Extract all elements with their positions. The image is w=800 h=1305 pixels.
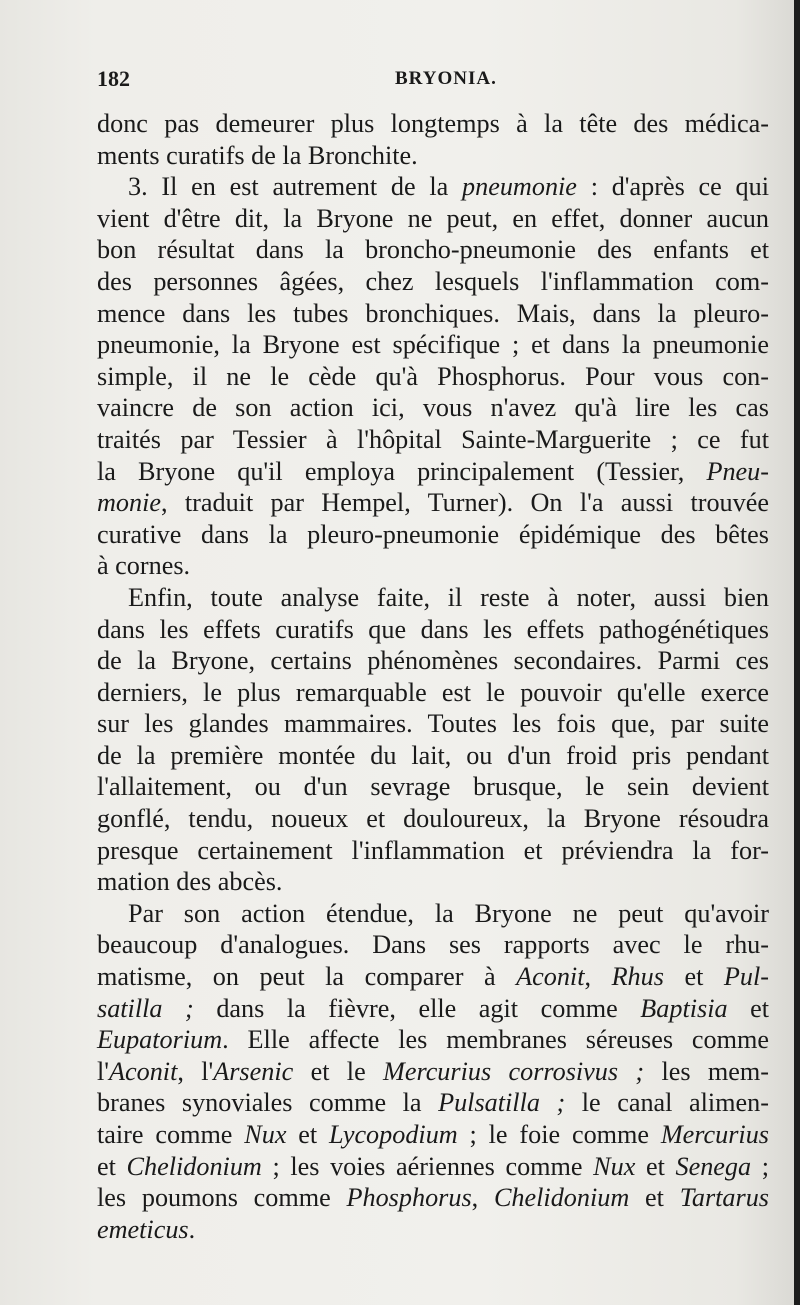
line-text-segment: et bbox=[727, 993, 770, 1023]
line-text-segment: et le bbox=[293, 1056, 384, 1086]
line-text-segment: , l' bbox=[177, 1056, 214, 1086]
italic-term: Pulsatilla ; bbox=[438, 1088, 566, 1118]
italic-term: pneumonie bbox=[462, 172, 577, 202]
line-text-segment: ; bbox=[751, 1151, 770, 1181]
italic-term: Aconit bbox=[109, 1056, 178, 1086]
italic-term: Phosphorus bbox=[346, 1183, 472, 1213]
line-text-segment: , traduit par Hempel, Turner). On l'a aussi trouvée bbox=[161, 488, 769, 518]
line-text-segment: ; les voies aériennes comme bbox=[261, 1151, 594, 1181]
text-line bbox=[97, 961, 769, 993]
line-text-segment: et bbox=[97, 1151, 127, 1181]
line-text: ments curatifs de la Bronchite. bbox=[97, 140, 418, 170]
line-text-segment: . Elle affecte les membranes séreuses comme bbox=[222, 1025, 769, 1055]
italic-term: Pneu- bbox=[706, 456, 769, 486]
italic-term: Nux bbox=[593, 1151, 636, 1181]
line-text: l'allaitement, ou d'un sevrage brusque, le sein devient bbox=[97, 772, 769, 802]
line-text: de la Bryone, certains phénomènes secondaires. Parmi ces bbox=[97, 646, 769, 676]
line-text-segment: . bbox=[188, 1214, 196, 1244]
text-line bbox=[97, 708, 769, 740]
line-text-segment: et bbox=[286, 1120, 330, 1149]
text-line bbox=[97, 771, 769, 803]
line-text: bon résultat dans la broncho-pneumonie des enfants et bbox=[97, 235, 769, 265]
line-text-segment: dans la fièvre, elle agit comme bbox=[193, 993, 641, 1023]
italic-term: Baptisia bbox=[640, 993, 728, 1023]
line-text-segment: , bbox=[471, 1183, 494, 1213]
italic-term: Nux bbox=[244, 1120, 287, 1149]
line-text: Par son action étendue, la Bryone ne peut qu'avoir bbox=[128, 898, 769, 928]
line-text: simple, il ne le cède qu'à Phosphorus. Pour vous con- bbox=[97, 361, 769, 391]
italic-term: monie bbox=[97, 488, 161, 518]
text-line bbox=[97, 487, 769, 519]
text-line bbox=[97, 1151, 769, 1183]
line-text: traités par Tessier à l'hôpital Sainte-Marguerite ; ce fut bbox=[97, 424, 769, 454]
text-line bbox=[97, 835, 769, 867]
page-number: 182 bbox=[97, 66, 130, 91]
italic-term: Mercurius corrosivus ; bbox=[383, 1056, 645, 1086]
line-text: vient d'être dit, la Bryone ne peut, en effet, donner aucun bbox=[97, 203, 769, 233]
text-line bbox=[97, 740, 769, 772]
italic-term: Eupatorium bbox=[97, 1025, 223, 1055]
text-line bbox=[97, 1024, 769, 1056]
page-edge-shadow bbox=[794, 0, 800, 1305]
text-line bbox=[97, 234, 769, 266]
line-text-segment: et bbox=[635, 1151, 676, 1181]
running-title: BRYONIA. bbox=[395, 68, 497, 89]
line-text: curative dans la pleuro-pneumonie épidémique des bêtes bbox=[97, 519, 769, 549]
text-line bbox=[97, 266, 769, 298]
line-text-segment: et bbox=[663, 962, 724, 992]
italic-term: satilla ; bbox=[97, 993, 194, 1023]
line-text-segment: , bbox=[584, 962, 612, 992]
text-line bbox=[97, 329, 769, 361]
line-text: beaucoup d'analogues. Dans ses rapports avec le rhu- bbox=[97, 930, 769, 960]
line-text: sur les glandes mammaires. Toutes les fois que, par suite bbox=[97, 709, 769, 739]
text-line bbox=[97, 993, 769, 1025]
text-line bbox=[97, 550, 769, 582]
text-line bbox=[97, 298, 769, 330]
text-line bbox=[97, 1214, 769, 1246]
italic-term: emeticus bbox=[97, 1214, 189, 1244]
italic-term: Lycopodium bbox=[329, 1120, 458, 1149]
page-header bbox=[97, 66, 777, 96]
text-line bbox=[97, 866, 769, 898]
line-text-segment: et bbox=[629, 1183, 680, 1213]
text-line bbox=[97, 677, 769, 709]
text-line bbox=[97, 614, 769, 646]
text-line bbox=[97, 456, 769, 488]
text-line bbox=[97, 929, 769, 961]
line-text: vaincre de son action ici, vous n'avez qu'à lire les cas bbox=[97, 393, 769, 423]
italic-term: Arsenic bbox=[213, 1056, 294, 1086]
text-line bbox=[97, 898, 769, 930]
body-text bbox=[97, 108, 769, 1245]
italic-term: Mercurius bbox=[660, 1120, 769, 1149]
italic-term: Pul- bbox=[723, 962, 769, 992]
text-line bbox=[97, 424, 769, 456]
text-line bbox=[97, 171, 769, 203]
text-line bbox=[97, 203, 769, 235]
line-text-segment: taire comme bbox=[97, 1120, 245, 1149]
text-line bbox=[97, 582, 769, 614]
line-text-segment: matisme, on peut la comparer à bbox=[97, 962, 517, 992]
line-text: donc pas demeurer plus longtemps à la tête des médica- bbox=[97, 109, 769, 138]
line-text-segment: 3. Il en est autrement de la bbox=[128, 172, 463, 202]
text-line bbox=[97, 519, 769, 551]
line-text: pneumonie, la Bryone est spécifique ; et dans la pneumonie bbox=[97, 330, 769, 360]
line-text: des personnes âgées, chez lesquels l'inflammation com- bbox=[97, 266, 769, 296]
text-line bbox=[97, 1087, 769, 1119]
text-line bbox=[97, 392, 769, 424]
line-text-segment: l' bbox=[97, 1056, 109, 1086]
line-text-segment: les poumons comme bbox=[97, 1183, 347, 1213]
line-text-segment: la Bryone qu'il employa principalement (Tessier, bbox=[97, 456, 707, 486]
text-line bbox=[97, 1119, 769, 1151]
italic-term: Chelidonium bbox=[126, 1151, 262, 1181]
text-line bbox=[97, 108, 769, 140]
line-text-segment: le canal alimen- bbox=[565, 1088, 769, 1118]
text-line bbox=[97, 803, 769, 835]
italic-term: Rhus bbox=[611, 962, 664, 992]
line-text-segment: : d'après ce qui bbox=[576, 172, 769, 202]
line-text: mence dans les tubes bronchiques. Mais, dans la pleuro- bbox=[97, 298, 769, 328]
line-text-segment: branes synoviales comme la bbox=[97, 1088, 439, 1118]
text-line bbox=[97, 1182, 769, 1214]
line-text: à cornes. bbox=[97, 551, 191, 581]
line-text-segment: ; le foie comme bbox=[457, 1120, 661, 1149]
text-line bbox=[97, 140, 769, 172]
line-text: Enfin, toute analyse faite, il reste à noter, aussi bien bbox=[128, 582, 769, 612]
line-text: dans les effets curatifs que dans les effets pathogénétiques bbox=[97, 614, 769, 644]
line-text-segment: les mem- bbox=[644, 1056, 769, 1086]
line-text: de la première montée du lait, ou d'un froid pris pendant bbox=[97, 740, 769, 770]
line-text: presque certainement l'inflammation et préviendra la for- bbox=[97, 835, 769, 865]
line-text: mation des abcès. bbox=[97, 867, 283, 897]
italic-term: Chelidonium bbox=[493, 1183, 630, 1213]
text-line bbox=[97, 361, 769, 393]
line-text: gonflé, tendu, noueux et douloureux, la Bryone résoudra bbox=[97, 804, 769, 834]
text-line bbox=[97, 1056, 769, 1088]
italic-term: Senega bbox=[675, 1151, 752, 1181]
italic-term: Tartarus bbox=[679, 1183, 769, 1213]
italic-term: Aconit bbox=[516, 962, 585, 992]
line-text: derniers, le plus remarquable est le pouvoir qu'elle exerce bbox=[97, 677, 769, 707]
text-line bbox=[97, 645, 769, 677]
